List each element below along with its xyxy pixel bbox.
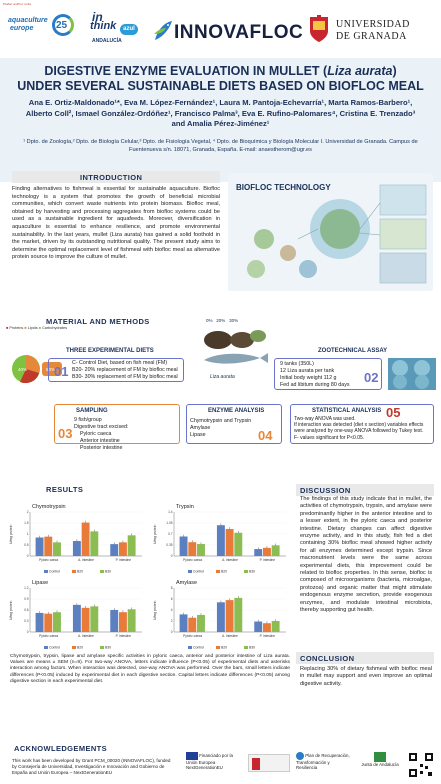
pie-label: 50% <box>46 367 56 372</box>
logo-text: in <box>92 10 103 24</box>
acknowledgements-text: This work has been developed by Grant PCM_00020 (INNOVAFLOC), funded by Consejería de Universidad, Investigación e Innovación and Gobierno de España and Unión Europea – NextGenerationEU <box>12 758 171 775</box>
results-title: RESULTS <box>46 485 84 494</box>
legend-swatch <box>44 646 48 649</box>
y-axis-label: U/mg protein <box>9 600 13 620</box>
conclusion-text: Replacing 30% of dietary fishmeal with biofloc meal in mullet may support and even improve an optimal digestive activity. <box>300 666 432 687</box>
step-number: 02 <box>364 370 379 385</box>
zootech-item: Initial body weight 112 g <box>280 375 337 381</box>
bar <box>73 605 81 632</box>
bar <box>254 622 262 632</box>
author-list: Ana E. Ortiz-Maldonado¹*, Eva M. López-Fernández¹, Laura M. Pantoja-Echevarría¹, Marta Ramos-Barbero¹, Alberto Coll², Ismael González-Ordóñez¹, Francisco Palma³, Eva E. Rufino-Palomares⁴, Cristina E. Trenzado³ and Amalia Pérez-Jiménez¹ <box>25 98 416 128</box>
y-tick-label: 0.9 <box>24 597 29 602</box>
methods-title: MATERIAL AND METHODS <box>46 317 150 326</box>
biofloc-technology-figure <box>228 173 433 291</box>
pie-legend: ■ Proteins ■ Lipids ■ Carbohydrates <box>6 326 67 330</box>
step-number: 05 <box>386 405 401 420</box>
legend-swatch <box>72 570 76 573</box>
bar <box>36 613 44 632</box>
title-text: ) <box>392 64 397 78</box>
eu-flag-icon <box>186 752 198 760</box>
conclusion-title: CONCLUSION <box>300 654 355 663</box>
x-tick-label: Pyloric caeca <box>39 634 59 638</box>
legend-item: Proteins <box>9 326 24 330</box>
legend-swatch <box>216 646 220 649</box>
bar <box>254 549 262 556</box>
bar <box>44 614 52 632</box>
step-number: 01 <box>54 364 69 379</box>
zootech-list <box>280 361 370 389</box>
logo-badge: azul <box>120 24 138 35</box>
sampling-item: Digestive tract excised: <box>74 424 129 430</box>
y-tick-label: 0.7 <box>168 532 173 537</box>
bar <box>272 545 280 556</box>
discussion-title: DISCUSSION <box>300 486 351 495</box>
legend-swatch <box>244 570 248 573</box>
y-tick-label: 0.3 <box>24 619 29 624</box>
bar <box>128 535 136 556</box>
bar <box>226 600 234 632</box>
legend-label: Control <box>193 645 204 650</box>
x-tick-label: P. intestine <box>259 634 276 638</box>
bar <box>263 623 271 632</box>
sampling-title: SAMPLING <box>76 408 108 414</box>
step-number: 04 <box>258 428 273 443</box>
acknowledgements-title: ACKNOWLEDGEMENTS <box>14 744 108 753</box>
diets-title: THREE EXPERIMENTAL DIETS <box>66 348 154 354</box>
header-note: Poster author note <box>3 2 31 6</box>
legend-label: B30 <box>105 569 112 574</box>
funder-prtr <box>296 752 352 771</box>
y-tick-label: 0.6 <box>24 608 29 613</box>
chart-title: Amylase <box>176 580 198 586</box>
legend-swatch <box>188 570 192 573</box>
stats-item: If interaction was detected (diet x section) variables effects were analyzed by one-way ANOVA followed by Tukey test. F- values significant for P<0.05. <box>294 422 424 441</box>
chart-svg <box>8 500 148 578</box>
bar <box>82 523 90 556</box>
step-number: 03 <box>58 426 73 441</box>
zootech-title: ZOOTECHNICAL ASSAY <box>318 348 388 354</box>
legend-label: B30 <box>249 569 256 574</box>
y-tick-label: 1 <box>26 532 29 537</box>
innovafloc-logo <box>152 14 304 48</box>
chart-svg <box>8 576 148 654</box>
legend-label: B30 <box>249 645 256 650</box>
diet-item: B20- 20% replacement of FM by biofloc meal <box>72 367 178 373</box>
logo-text: ANDALUCÍA <box>92 38 122 44</box>
y-tick-label: 0 <box>170 554 173 559</box>
biofloc-figure-title: BIOFLOC TECHNOLOGY <box>236 183 331 192</box>
junta-icon <box>374 752 386 762</box>
chart-trypsin <box>152 500 292 578</box>
results-caption: Chymotrypsin, trypsin, lipase and amylase specific activities in pyloric caeca, anterior and posterior intestine of Liza aurata. Values are means ± SEM (n=9). For two-way ANOVA, letters indicate influence (P<0.05) of experimental diets and asterisks interaction among factors. When interaction was detected, one-way ANOVA was performed. Over the bars, small letters indicate differences (P<0.05) induced by experimental diet in each digestive section. Capital letters indicate differences (P<0.05) among digestive section in each experimental diet. <box>10 654 290 684</box>
chart-title: Lipase <box>32 580 49 586</box>
bar <box>73 541 81 556</box>
x-tick-label: A. intestine <box>222 558 238 562</box>
x-tick-label: A. intestine <box>78 634 94 638</box>
introduction-title: INTRODUCTION <box>80 173 143 182</box>
chart-svg <box>152 500 292 578</box>
y-axis-label: U/mg protein <box>9 524 13 544</box>
bar <box>217 602 225 632</box>
enzyme-item: Lipase <box>190 432 206 438</box>
poster-subtitle: UNDER SEVERAL SUSTAINABLE DIETS BASED ON BIOFLOC MEAL <box>17 79 424 93</box>
y-tick-label: 1.2 <box>24 586 29 591</box>
crest-icon <box>308 14 330 44</box>
bar <box>90 531 98 556</box>
funder-eu <box>186 752 244 771</box>
zootech-item: 9 tanks (350L) <box>280 361 314 367</box>
sampling-sub: Anterior intestine <box>80 438 120 444</box>
chart-chymotrypsin <box>8 500 148 578</box>
x-tick-label: P. intestine <box>115 634 132 638</box>
bar <box>90 606 98 632</box>
y-tick-label: 1.5 <box>24 521 29 526</box>
bar <box>53 542 61 556</box>
funder-text: Junta de Andalucía <box>361 762 399 767</box>
sampling-list <box>74 417 174 452</box>
bar <box>110 610 118 632</box>
aquaculture-europe-logo <box>8 12 80 40</box>
y-tick-label: 8 <box>170 586 173 591</box>
stats-item: Two-way ANOVA was used. <box>294 416 356 422</box>
poster-title <box>0 64 441 78</box>
sampling-sub: Pyloric caeca <box>80 431 112 437</box>
ugr-text: UNIVERSIDAD <box>336 19 410 30</box>
prtr-icon <box>296 752 304 760</box>
y-tick-label: 0 <box>170 630 173 635</box>
zootech-item: Fed ad libitum during 80 days <box>280 382 350 388</box>
species-name: Liza aurata <box>327 64 393 78</box>
y-tick-label: 2 <box>26 510 29 515</box>
bar <box>188 542 196 556</box>
legend-swatch <box>216 570 220 573</box>
fish-logo-icon <box>152 18 174 44</box>
x-tick-label: P. intestine <box>259 558 276 562</box>
tanks-photo <box>388 358 436 390</box>
chart-svg <box>152 576 292 654</box>
zootech-item: 12 Liza aurata per tank <box>280 368 335 374</box>
feed-and-fish-illustration <box>198 322 270 372</box>
x-tick-label: A. intestine <box>222 634 238 638</box>
spain-crest-icon <box>252 758 260 770</box>
ugr-logo <box>308 14 436 48</box>
sampling-sub: Posterior intestine <box>80 445 123 451</box>
fish-label: Liza aurata <box>210 374 235 380</box>
x-tick-label: Pyloric caeca <box>183 634 203 638</box>
innovafloc-title: INNOVAFLOC <box>174 22 304 43</box>
legend-swatch <box>100 646 104 649</box>
legend-label: B20 <box>221 569 228 574</box>
diet-item: C- Control Diet, based on fish meal (FM) <box>72 360 168 366</box>
legend-swatch <box>72 646 76 649</box>
legend-item: Lipids <box>27 326 38 330</box>
bar <box>180 537 188 556</box>
chart-title: Chymotrypsin <box>32 504 66 510</box>
y-tick-label: 1.05 <box>166 521 173 526</box>
bar <box>226 529 234 556</box>
x-tick-label: Pyloric caeca <box>183 558 203 562</box>
pie-label: 40% <box>18 367 28 372</box>
bar <box>36 538 44 556</box>
legend-label: Control <box>49 569 60 574</box>
x-tick-label: A. intestine <box>78 558 94 562</box>
sampling-item: 9 fish/group <box>74 417 102 423</box>
legend-label: B20 <box>221 645 228 650</box>
bar <box>180 614 188 632</box>
ugr-text: DE GRANADA <box>336 31 407 42</box>
x-tick-label: P. intestine <box>115 558 132 562</box>
legend-swatch <box>244 646 248 649</box>
logo-text: europe <box>10 25 34 32</box>
affiliations: ¹ Dpto. de Zoología,² Dpto. de Biología Celular,³ Dpto. de Fisiología Vegetal, ⁴ Dpto. de Bioquímica y Biología Molecular I. Universidad de Granada. Campus de Fuentenueva s/n. 18071, Granada, España. E-mail: anaestherom@ugr.es <box>23 139 418 153</box>
bar <box>197 544 205 556</box>
enzyme-item: Chymotrypsin and Trypsin <box>190 418 252 424</box>
funder-text: Plan de Recuperación, Transformación y Resiliencia <box>296 753 350 771</box>
y-tick-label: 6 <box>170 597 173 602</box>
poster-header <box>0 0 441 56</box>
chart-title: Trypsin <box>176 504 194 510</box>
bar <box>272 621 280 632</box>
bar <box>44 537 52 556</box>
level-label: 20% <box>216 318 226 323</box>
level-label: 0% <box>206 318 213 323</box>
logo-text: aquaculture <box>8 17 48 24</box>
legend-label: B20 <box>77 569 84 574</box>
legend-label: B20 <box>77 645 84 650</box>
y-tick-label: 2 <box>170 619 173 624</box>
gobierno-logo <box>248 754 290 772</box>
y-axis-label: U/mg protein <box>153 524 157 544</box>
inthink-azul-logo <box>90 10 146 46</box>
diets-list <box>72 360 184 381</box>
x-tick-label: Pyloric caeca <box>39 558 59 562</box>
legend-item: Carbohydrates <box>42 326 67 330</box>
funder-text: Financiado por la Unión Europea NextGenerationEU <box>186 753 233 771</box>
diet-item: B30- 30% replacement of FM by biofloc meal <box>72 374 178 380</box>
bar <box>119 542 127 556</box>
bar <box>234 598 242 632</box>
logo-text: think <box>90 20 117 32</box>
logo-text: 25 <box>56 20 68 31</box>
bar <box>119 612 127 632</box>
y-axis-label: U/mg protein <box>153 600 157 620</box>
enzyme-item: Amylase <box>190 425 211 431</box>
funder-junta <box>360 752 400 767</box>
bar <box>53 612 61 632</box>
legend-label: Control <box>49 645 60 650</box>
discussion-text: The findings of this study indicate that in mullet, the activities of chymotrypsin, trypsin, and amylase were predominantly higher in the anterior intestine and to a lesser extent, in the pyloric caeca and posterior intestine. Dietary changes can affect digestive enzyme activity, and in this study, fish fed a diet containing 30% biofloc meal showed higher activity for all enzymes determined except trypsin. Since macronutrient levels were the same across experimental diets, this improvement could be related to biofloc properties. In this sense, biofloc is composed of microorganisms (bacteria, microalgae, protozoa) and organic matter that might stimulate endogenous enzyme secretion, provide exogenous enzymes, and modulate intestinal microbiota, thereby supporting gut health. <box>300 496 432 614</box>
bar <box>82 608 90 632</box>
y-tick-label: 1.4 <box>168 510 173 515</box>
legend-swatch <box>100 570 104 573</box>
introduction-text: Finding alternatives to fishmeal is essential for sustainable aquaculture. Biofloc technology is a system that promotes the growth of beneficial microbial communities, which convert waste nutrients into protein biomass. Biofloc meal, obtained by harvesting and processing aggregates from biofloc systems could be used as a sustainable ingredient for aquafeeds. Moreover, diversification in aquaculture is essential to enhance resilience, and promote environmental sustainability. In the last years, mullet (Liza aurata) has gained a solid foothold in the market, driven by its outstanding nutritional quality. The present study aims to determine the optimal replacement level of fishmeal with biofloc meal as alternative protein source to improve the culture of mullet. <box>12 186 220 261</box>
y-tick-label: 0.5 <box>24 543 29 548</box>
chart-amylase <box>152 576 292 654</box>
bar <box>128 609 136 632</box>
bar <box>234 533 242 556</box>
title-text: DIGESTIVE ENZYME EVALUATION IN MULLET ( <box>44 64 328 78</box>
stats-list <box>294 416 428 441</box>
legend-label: Control <box>193 569 204 574</box>
bar <box>263 548 271 556</box>
y-tick-label: 0.35 <box>166 543 173 548</box>
legend-label: B30 <box>105 645 112 650</box>
bar <box>217 525 225 556</box>
level-label: 30% <box>229 318 239 323</box>
enzyme-title: ENZYME ANALYSIS <box>208 408 265 414</box>
y-tick-label: 0 <box>26 554 29 559</box>
bar <box>197 615 205 632</box>
y-tick-label: 4 <box>170 608 173 613</box>
legend-swatch <box>44 570 48 573</box>
bar <box>188 618 196 632</box>
qr-code-icon <box>408 752 434 778</box>
y-tick-label: 0 <box>26 630 29 635</box>
stats-title: STATISTICAL ANALYSIS <box>312 408 382 414</box>
legend-swatch <box>188 646 192 649</box>
bar <box>110 544 118 556</box>
chart-lipase <box>8 576 148 654</box>
